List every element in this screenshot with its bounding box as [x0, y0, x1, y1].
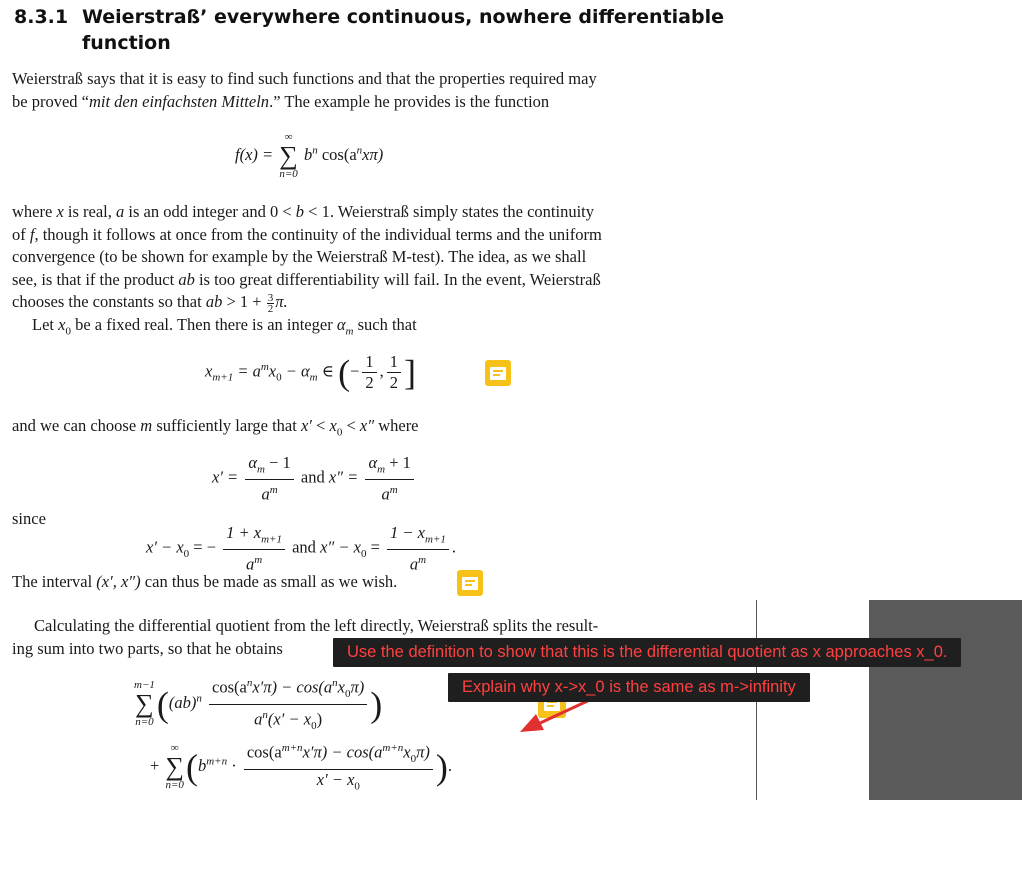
intro-line2: be proved “mit den einfachsten Mitteln.” The example he provides is the function: [12, 91, 550, 111]
interval-sentence: The interval (x′, x″) can thus be made as small as we wish.: [12, 572, 398, 591]
paragraph-choose-m: and we can choose m sufficiently large that $x' < x_0 < x''$ where: [12, 416, 419, 439]
section-number: 8.3.1: [14, 6, 69, 28]
annotation-tooltip-definition[interactable]: Use the definition to show that this is the differential quotient as x approaches x_0.: [333, 638, 961, 667]
arrow-head: [520, 714, 544, 732]
side-panel: [869, 600, 1022, 800]
equation-xprime: x′ = $\frac{\alpha_m - 1}{a^m}$ and x″ = $\frac{\alpha_m + 1}{a^m}$: [212, 453, 417, 505]
paragraph-continuity: where x is real, a is an odd integer and 0 < b < 1. Weierstraß simply states the continuity of f, though it follows at once from the continuity of the individual terms and the uniform convergence (to be shown for example by the Weierstraß M-test). The idea, as we shall see, is that if the product ab is too great differentiability will fail. In the event, Weierstraß chooses the constants so that ab > 1 + $\frac{3}{2}$ π. Let $x_0$ be a fixed real. Then there is an integer $\alpha_m$ such that: [12, 202, 602, 338]
intro-line1: Weierstraß says that it is easy to find such functions and that the properties required may: [12, 69, 597, 88]
paragraph-differential-quotient: Calculating the differential quotient from the left directly, Weierstraß splits the result- ing sum into two parts, so that he obtains: [12, 616, 599, 658]
note-icon[interactable]: [457, 570, 483, 596]
note-icon[interactable]: [485, 360, 511, 386]
sum-symbol: m−1 ∑ n=0: [134, 679, 155, 729]
annotation-tooltip-limit[interactable]: Explain why x->x_0 is the same as m->infinity: [448, 673, 810, 702]
section-title-line2: function: [82, 32, 171, 54]
intro-paragraph: [12, 68, 662, 113]
equation-main: f(x) = ∞ ∑ n=0 $b^n$ $\cos(a^nx\pi)$: [235, 131, 384, 180]
sum-symbol: ∞ ∑ n=0: [165, 742, 184, 792]
equation-sum-first: m−1 ∑ n=0 ((ab)$^n$ $\frac{\cos(a^nx'\pi) - \cos(a^nx_0\pi)}{a^n(x' - x_0)}$ ): [132, 673, 382, 736]
sum-symbol: ∞ ∑ n=0: [279, 131, 298, 180]
equation-xm1: $x_{m+1} = a^mx_0 - \alpha_m$ ∈ (− $\frac{1}{2}$ , $\frac{1}{2}$ ]: [205, 352, 417, 393]
equation-differences: $x' - x_0$ = − $\frac{1 + x_{m+1}}{a^m}$ and $x'' - x_0$ = $\frac{1 - x_{m+1}}{a^m}$ .: [146, 523, 456, 574]
equation-sum-second: + ∞ ∑ n=0 ($b^{m+n}$ · $\frac{\cos(a^{m+n}x'\pi) - \cos(a^{m+n}x_0\pi)}{x' - x_0}$ ).: [150, 738, 452, 796]
intro-quote: mit den einfachsten Mitteln: [88, 91, 270, 111]
section-title-line1: Weierstraß’ everywhere continuous, nowhere differentiable: [82, 6, 724, 28]
since-label: since: [12, 509, 46, 528]
